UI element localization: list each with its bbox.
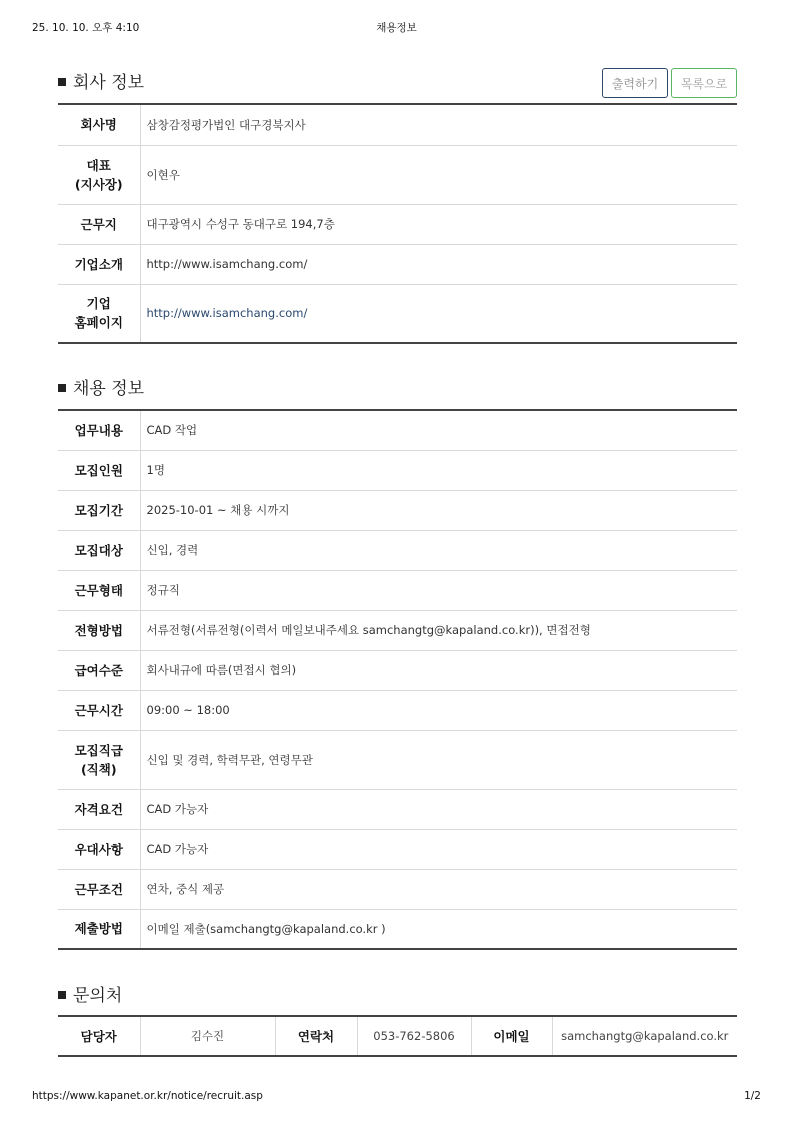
row-value [140,284,737,343]
row-value: 신입 및 경력, 학력무관, 연령무관 [140,730,737,789]
row-label-text: 대표 (지사장) [74,157,123,192]
table-row [58,490,737,530]
row-label [58,284,140,343]
row-value: 정규직 [140,570,737,610]
row-label-text: 업무내용 [74,422,123,438]
row-label-text: 모집직급 (직책) [74,742,123,777]
row-value: 서류전형(서류전형(이력서 메일보내주세요 samchangtg@kapaland.co.kr)), 면접전형 [140,610,737,650]
row-label-text: 기업소개 [74,256,123,272]
company-section-title-text: 회사 정보 [73,73,145,93]
recruit-section-title [58,374,144,399]
table-row [58,829,737,869]
list-button[interactable]: 목록으로 [671,68,737,98]
email-value: samchangtg@kapaland.co.kr [561,1029,729,1043]
table-row [58,690,737,730]
print-header [32,20,761,36]
manager-value: 김수진 [190,1029,225,1043]
print-button[interactable]: 출력하기 [602,68,668,98]
row-label [58,570,140,610]
row-label [58,690,140,730]
table-row [58,869,737,909]
row-value: CAD 가능자 [140,829,737,869]
row-label-text: 우대사항 [74,841,123,857]
row-value: CAD 가능자 [140,789,737,829]
phone-label: 연락처 [275,1016,357,1056]
table-row [58,145,737,204]
row-label-text: 근무지 [80,216,117,232]
table-row [58,789,737,829]
row-label [58,104,140,145]
recruit-section-title-text: 채용 정보 [73,379,145,399]
row-label-text: 자격요건 [74,801,123,817]
row-value: 회사내규에 따름(면접시 협의) [140,650,737,690]
row-label-text: 전형방법 [74,622,123,638]
row-value: 삼창감정평가법인 대구경북지사 [140,104,737,145]
row-value: 이현우 [140,145,737,204]
row-value: http://www.isamchang.com/ [140,244,737,284]
row-label [58,204,140,244]
row-label-text: 모집대상 [74,542,123,558]
square-bullet-icon [58,991,66,999]
row-value: 연차, 중식 제공 [140,869,737,909]
contact-table [58,1015,737,1057]
row-label [58,610,140,650]
print-date: 25. 10. 10. 오후 4:10 [32,22,140,34]
contact-section-title-text: 문의처 [73,986,123,1006]
company-section-title [58,68,144,93]
company-info-table [58,103,737,344]
page-number: 1/2 [744,1090,761,1102]
row-value: 이메일 제출(samchangtg@kapaland.co.kr ) [146,921,386,936]
row-value: 09:00 ~ 18:00 [140,690,737,730]
table-row [58,1016,737,1056]
manager-label: 담당자 [58,1016,140,1056]
table-row [58,570,737,610]
row-label [58,410,140,450]
row-label [58,145,140,204]
table-row [58,909,737,949]
row-label-text: 급여수준 [74,662,123,678]
row-label [58,730,140,789]
table-row [58,204,737,244]
homepage-link[interactable]: http://www.isamchang.com/ [146,306,308,321]
email-label: 이메일 [471,1016,552,1056]
row-label [58,869,140,909]
row-value: 1명 [140,450,737,490]
row-label-text: 모집인원 [74,462,123,478]
row-label [58,490,140,530]
row-value: 2025-10-01 ~ 채용 시까지 [140,490,737,530]
row-label [58,829,140,869]
contact-section-title [58,981,122,1006]
row-value: CAD 작업 [140,410,737,450]
square-bullet-icon [58,384,66,392]
table-row [58,730,737,789]
row-label [58,650,140,690]
row-label [58,450,140,490]
table-row [58,104,737,145]
table-row [58,650,737,690]
row-label-text: 근무조건 [74,881,123,897]
print-footer [32,1090,761,1106]
table-row [58,244,737,284]
print-url: https://www.kapanet.or.kr/notice/recruit.asp [32,1090,263,1102]
row-label [58,244,140,284]
row-label [58,530,140,570]
row-label-text: 제출방법 [74,921,123,937]
recruit-info-table [58,409,737,950]
row-value: 신입, 경력 [140,530,737,570]
table-row [58,450,737,490]
row-label [58,909,140,949]
row-label-text: 기업 홈페이지 [74,296,123,331]
row-value: 대구광역시 수성구 동대구로 194,7층 [140,204,737,244]
row-label-text: 근무시간 [74,702,123,718]
print-title: 채용정보 [376,22,417,34]
phone-value: 053-762-5806 [373,1029,455,1043]
row-label-text: 근무형태 [74,582,123,598]
square-bullet-icon [58,78,66,86]
row-label-text: 회사명 [80,117,117,133]
table-row [58,610,737,650]
table-row [58,284,737,343]
row-label [58,789,140,829]
table-row [58,530,737,570]
table-row [58,410,737,450]
row-label-text: 모집기간 [74,502,123,518]
